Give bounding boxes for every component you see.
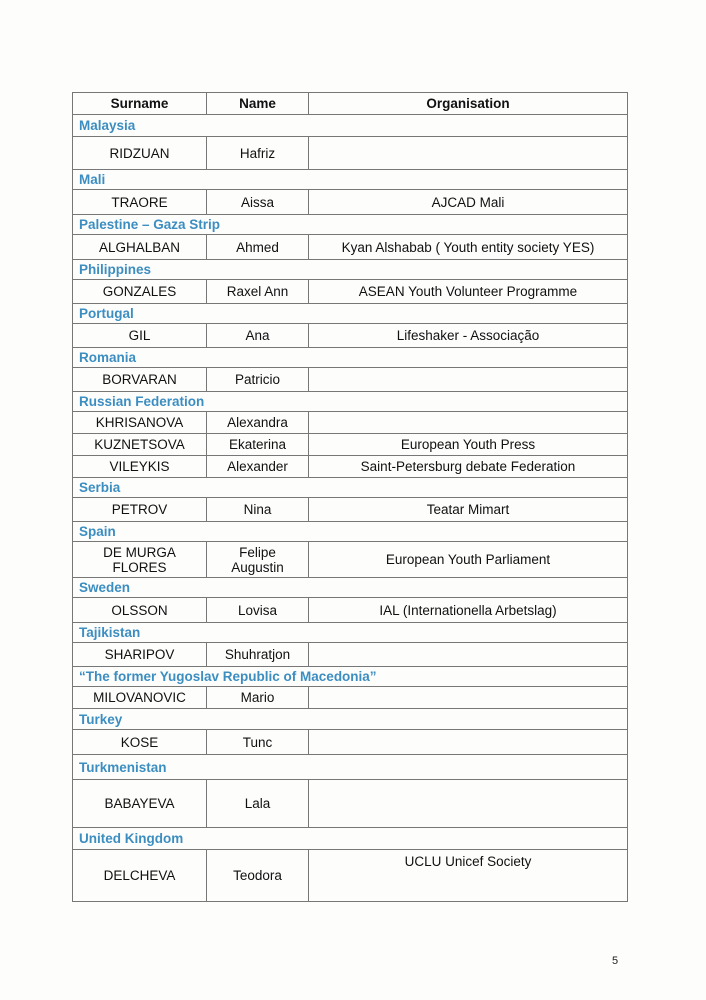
- participant-surname: KUZNETSOVA: [73, 434, 207, 456]
- country-row: [73, 215, 628, 235]
- participant-surname: VILEYKIS: [73, 456, 207, 478]
- participant-surname: DELCHEVA: [73, 850, 207, 902]
- participant-row: [73, 190, 628, 215]
- country-label: Tajikistan: [73, 623, 628, 643]
- participant-organisation: [309, 687, 628, 709]
- participant-organisation: AJCAD Mali: [309, 190, 628, 215]
- table-header-row: [73, 93, 628, 115]
- participant-name: Lala: [207, 780, 309, 828]
- page-number: 5: [612, 955, 619, 967]
- participant-row: [73, 368, 628, 392]
- participant-name: Raxel Ann: [207, 280, 309, 304]
- participant-name: Nina: [207, 498, 309, 522]
- participant-name: Alexandra: [207, 412, 309, 434]
- participant-row: [73, 324, 628, 348]
- participant-row: [73, 730, 628, 755]
- participant-name: Hafriz: [207, 137, 309, 170]
- country-label: Palestine – Gaza Strip: [73, 215, 628, 235]
- country-label: Sweden: [73, 578, 628, 598]
- participant-organisation: [309, 780, 628, 828]
- participant-row: [73, 643, 628, 667]
- country-label: Russian Federation: [73, 392, 628, 412]
- participant-surname: KOSE: [73, 730, 207, 755]
- participant-surname: SHARIPOV: [73, 643, 207, 667]
- participant-row: [73, 434, 628, 456]
- participant-name: Ahmed: [207, 235, 309, 260]
- participant-name: Teodora: [207, 850, 309, 902]
- participant-name: Alexander: [207, 456, 309, 478]
- country-row: [73, 522, 628, 542]
- country-label: “The former Yugoslav Republic of Macedonia”: [73, 667, 628, 687]
- participant-surname: BABAYEVA: [73, 780, 207, 828]
- participant-row: [73, 137, 628, 170]
- participant-organisation: ASEAN Youth Volunteer Programme: [309, 280, 628, 304]
- participant-name: Ana: [207, 324, 309, 348]
- header-organisation: Organisation: [309, 93, 628, 115]
- participant-row: [73, 412, 628, 434]
- participant-name: Shuhratjon: [207, 643, 309, 667]
- participant-name: Mario: [207, 687, 309, 709]
- participant-name: Felipe Augustin: [207, 542, 309, 578]
- participants-table: [72, 92, 628, 902]
- participant-organisation: IAL (Internationella Arbetslag): [309, 598, 628, 623]
- participant-name: Aissa: [207, 190, 309, 215]
- country-label: Turkmenistan: [73, 755, 628, 780]
- country-row: [73, 828, 628, 850]
- country-row: [73, 667, 628, 687]
- country-label: Romania: [73, 348, 628, 368]
- participant-organisation: [309, 412, 628, 434]
- participant-organisation: Lifeshaker - Associação: [309, 324, 628, 348]
- participant-row: [73, 498, 628, 522]
- country-row: [73, 348, 628, 368]
- participant-row: [73, 542, 628, 578]
- table-body: [73, 115, 628, 902]
- participant-organisation: Teatar Mimart: [309, 498, 628, 522]
- participant-organisation: [309, 137, 628, 170]
- country-label: United Kingdom: [73, 828, 628, 850]
- participant-surname: TRAORE: [73, 190, 207, 215]
- participant-surname: RIDZUAN: [73, 137, 207, 170]
- participant-name: Ekaterina: [207, 434, 309, 456]
- participant-row: [73, 780, 628, 828]
- header-name: Name: [207, 93, 309, 115]
- country-row: [73, 170, 628, 190]
- participant-surname: OLSSON: [73, 598, 207, 623]
- country-row: [73, 578, 628, 598]
- participant-organisation: European Youth Press: [309, 434, 628, 456]
- participant-surname: BORVARAN: [73, 368, 207, 392]
- header-surname: Surname: [73, 93, 207, 115]
- country-row: [73, 478, 628, 498]
- country-row: [73, 260, 628, 280]
- country-row: [73, 755, 628, 780]
- participant-organisation: [309, 368, 628, 392]
- participant-organisation: [309, 643, 628, 667]
- participant-row: [73, 235, 628, 260]
- country-row: [73, 709, 628, 730]
- participant-surname: DE MURGA FLORES: [73, 542, 207, 578]
- participant-surname: ALGHALBAN: [73, 235, 207, 260]
- participant-name: Patricio: [207, 368, 309, 392]
- participant-row: [73, 687, 628, 709]
- country-label: Philippines: [73, 260, 628, 280]
- country-row: [73, 623, 628, 643]
- participant-surname: GONZALES: [73, 280, 207, 304]
- participant-row: [73, 456, 628, 478]
- participant-organisation: UCLU Unicef Society: [309, 850, 628, 902]
- participant-surname: PETROV: [73, 498, 207, 522]
- participant-row: [73, 280, 628, 304]
- participant-organisation: Saint-Petersburg debate Federation: [309, 456, 628, 478]
- country-row: [73, 392, 628, 412]
- participant-row: [73, 850, 628, 902]
- country-row: [73, 304, 628, 324]
- country-label: Turkey: [73, 709, 628, 730]
- participant-name: Lovisa: [207, 598, 309, 623]
- participant-surname: KHRISANOVA: [73, 412, 207, 434]
- country-label: Serbia: [73, 478, 628, 498]
- country-label: Portugal: [73, 304, 628, 324]
- country-row: [73, 115, 628, 137]
- country-label: Malaysia: [73, 115, 628, 137]
- participant-organisation: European Youth Parliament: [309, 542, 628, 578]
- participant-row: [73, 598, 628, 623]
- participant-organisation: Kyan Alshabab ( Youth entity society YES): [309, 235, 628, 260]
- participant-organisation: [309, 730, 628, 755]
- participant-surname: MILOVANOVIC: [73, 687, 207, 709]
- participant-surname: GIL: [73, 324, 207, 348]
- country-label: Mali: [73, 170, 628, 190]
- participant-name: Tunc: [207, 730, 309, 755]
- country-label: Spain: [73, 522, 628, 542]
